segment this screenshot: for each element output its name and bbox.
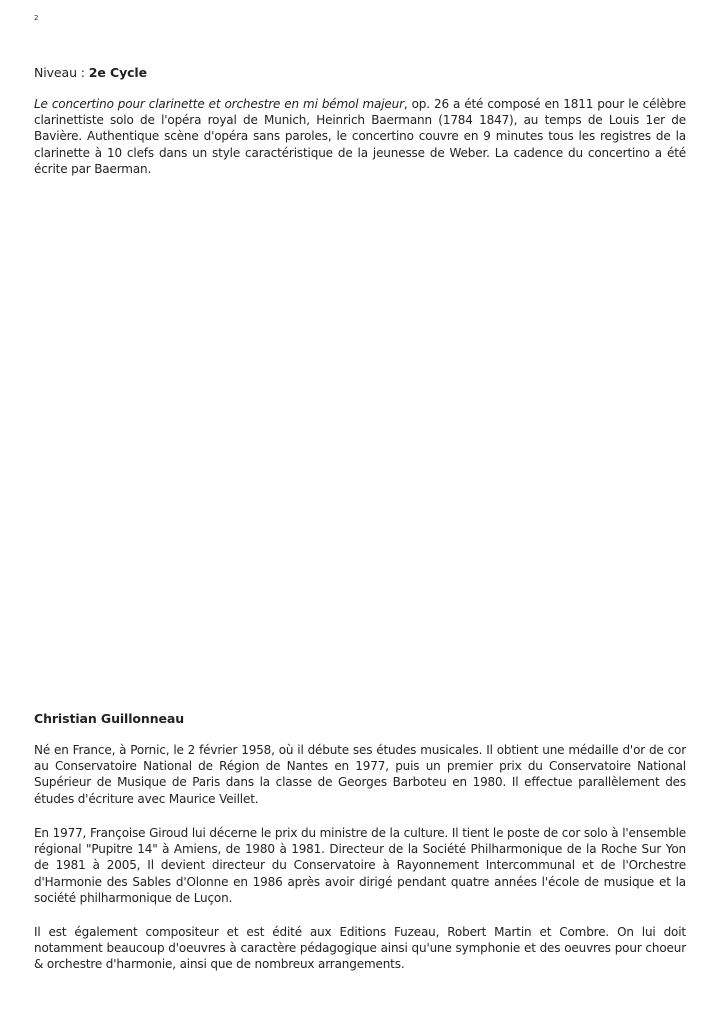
composer-name-heading: Christian Guillonneau [34, 711, 185, 726]
work-title: Le concertino pour clarinette et orchestre en mi bémol majeur [34, 97, 404, 111]
biography-paragraph-2: En 1977, Françoise Giroud lui décerne le prix du ministre de la culture. Il tient le poste de cor solo à l'ensemble régional "Pupitre 14" à Amiens, de 1980 à 1981. Directeur de la Société Philharmonique de la Roche Sur Yon de 1981 à 2005, Il devient directeur du Conservatoire à Rayonnement Intercommunal et de l'Orchestre d'Harmonie des Sables d'Olonne en 1986 après avoir dirigé pendant quatre années l'école de musique et la société philharmonique de Luçon. [34, 826, 686, 905]
level-line [34, 65, 147, 80]
biography-paragraph-1: Né en France, à Pornic, le 2 février 1958, où il débute ses études musicales. Il obtient une médaille d'or de cor au Conservatoire National de Région de Nantes en 1977, puis un premier prix du Conservatoire National Supérieur de Musique de Paris dans la classe de Georges Barboteu en 1980. Il effectue parallèlement des études d'écriture avec Maurice Veillet. [34, 743, 686, 806]
biography-paragraph-3: Il est également compositeur et est édité aux Editions Fuzeau, Robert Martin et Combre. On lui doit notamment beaucoup d'oeuvres à caractère pédagogique ainsi qu'une symphonie et des oeuvres pour choeur & orchestre d'harmonie, ainsi que de nombreux arrangements. [34, 925, 686, 972]
level-label: Niveau : [34, 65, 89, 80]
intro-text: , op. 26 a été composé en 1811 pour le célèbre clarinettiste solo de l'opéra royal de Munich, Heinrich Baermann (1784 1847), au temps de Louis 1er de Bavière. Authentique scène d'opéra sans paroles, le concertino couvre en 9 minutes tous les registres de la clarinette à 10 clefs dans un style caractéristique de la jeunesse de Weber. La cadence du concertino a été écrite par Baerman. [34, 97, 686, 176]
page-number: 2 [34, 14, 39, 22]
intro-paragraph [34, 96, 686, 177]
level-value: 2e Cycle [88, 65, 147, 80]
